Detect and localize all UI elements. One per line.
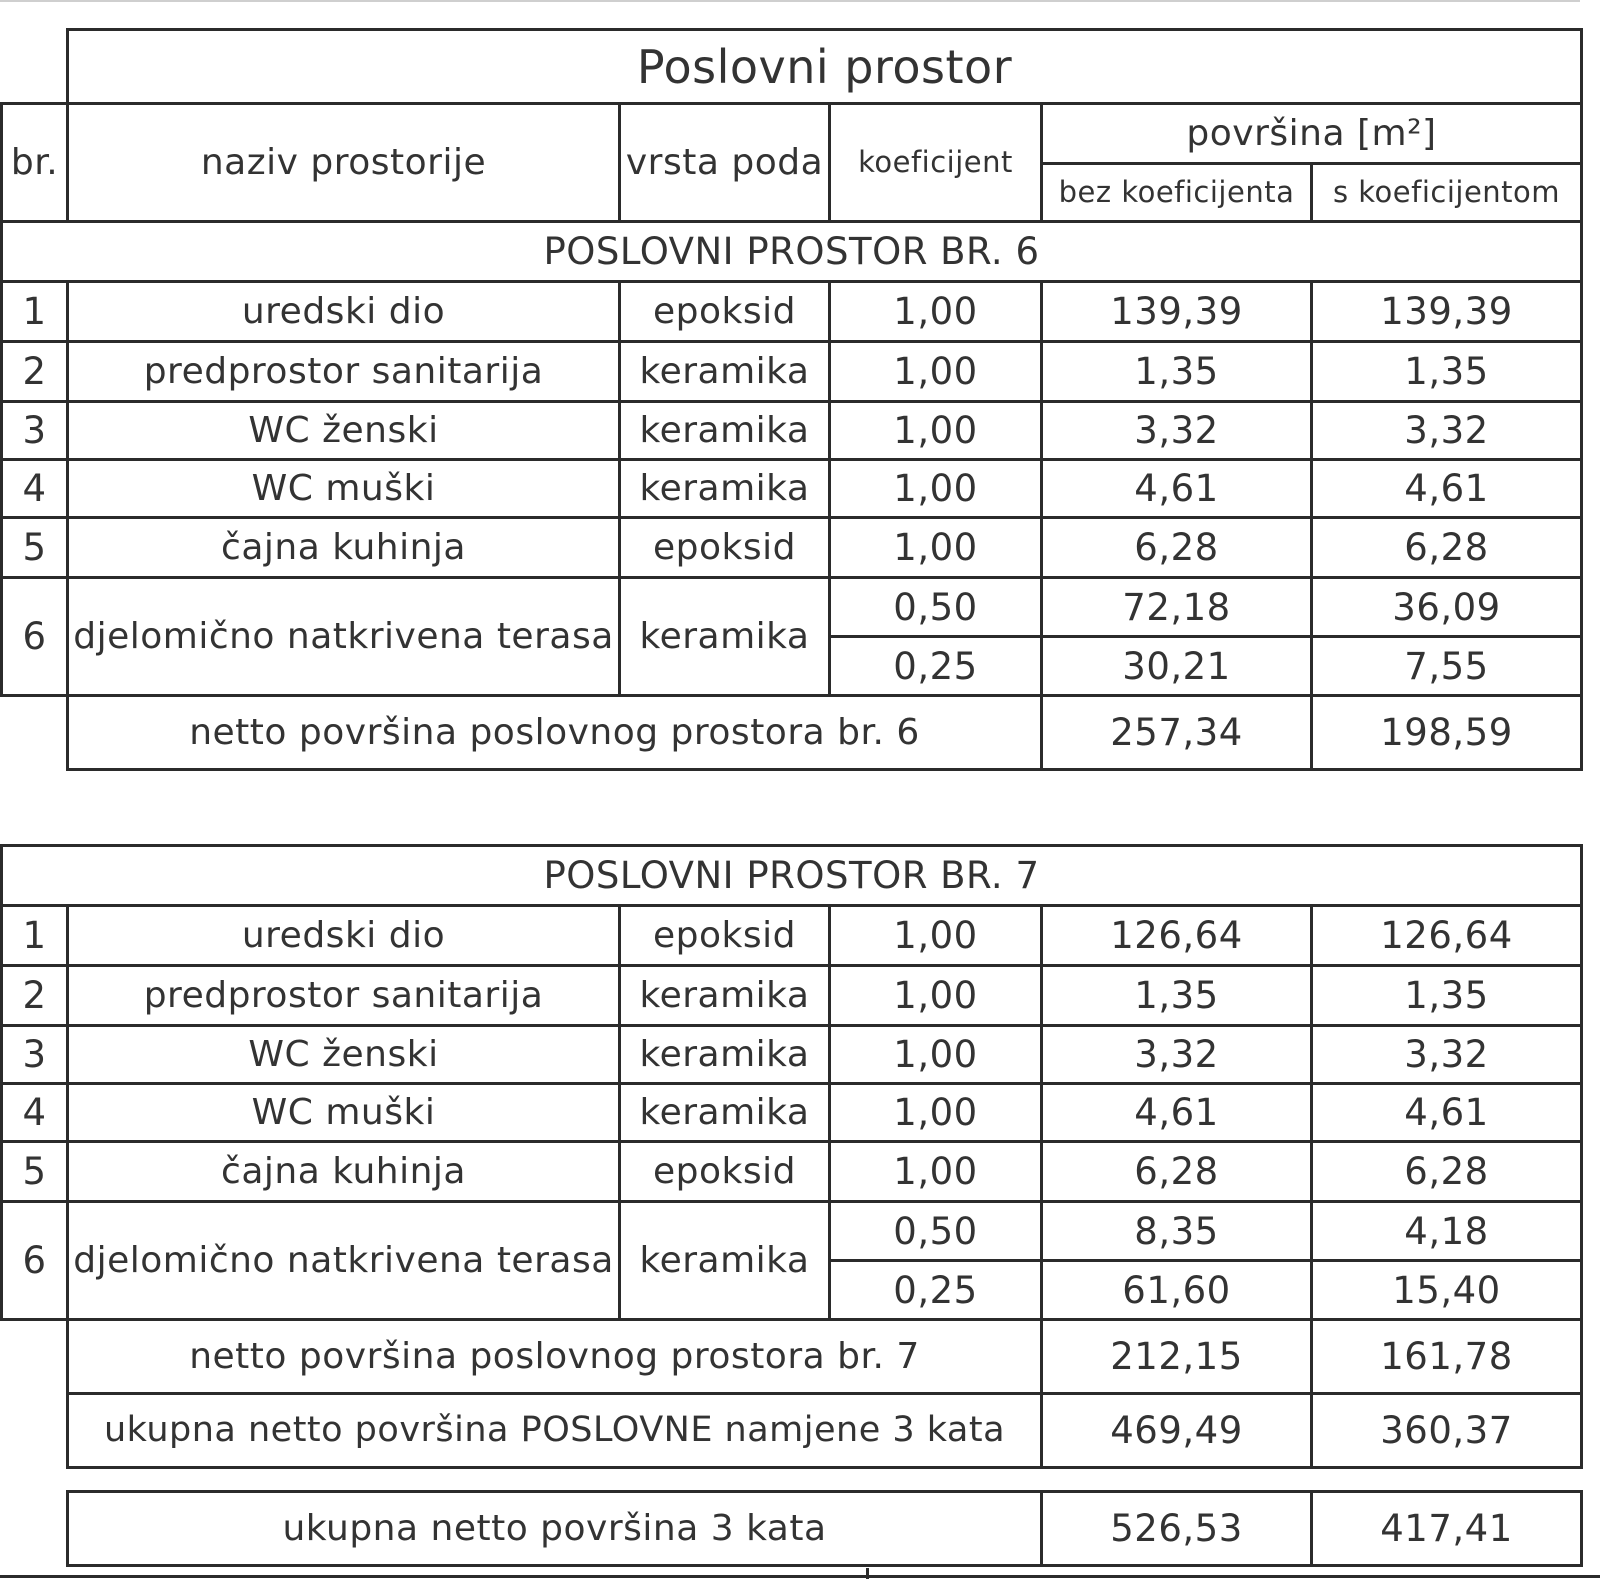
table-title: Poslovni prostor bbox=[66, 28, 1583, 105]
row-s-koeficijentom: 3,32 bbox=[1310, 400, 1583, 461]
split-bez-koeficijenta: 30,21 bbox=[1040, 635, 1313, 697]
row-vrsta: keramika bbox=[618, 964, 831, 1027]
row-s-koeficijentom: 4,61 bbox=[1310, 458, 1583, 519]
row-bez-koeficijenta: 3,32 bbox=[1040, 1024, 1313, 1085]
business-total-s: 360,37 bbox=[1310, 1392, 1583, 1469]
header-s-koeficijentom: s koeficijentom bbox=[1310, 162, 1583, 223]
row-vrsta: keramika bbox=[618, 458, 831, 519]
row-br: 5 bbox=[0, 516, 69, 579]
grand-total-bez: 526,53 bbox=[1040, 1490, 1313, 1567]
row-naziv: čajna kuhinja bbox=[66, 516, 621, 579]
split-s-koeficijentom: 7,55 bbox=[1310, 635, 1583, 697]
split-bez-koeficijenta: 72,18 bbox=[1040, 576, 1313, 638]
header-povrsina: površina [m²] bbox=[1040, 102, 1583, 165]
row-s-koeficijentom: 3,32 bbox=[1310, 1024, 1583, 1085]
row-bez-koeficijenta: 3,32 bbox=[1040, 400, 1313, 461]
row-br: 4 bbox=[0, 1082, 69, 1143]
row-vrsta: keramika bbox=[618, 576, 831, 697]
split-bez-koeficijenta: 8,35 bbox=[1040, 1200, 1313, 1262]
row-naziv: čajna kuhinja bbox=[66, 1140, 621, 1203]
business-total-label: ukupna netto površina POSLOVNE namjene 3 kata bbox=[66, 1392, 1043, 1469]
row-naziv: WC ženski bbox=[66, 1024, 621, 1085]
row-vrsta: keramika bbox=[618, 1082, 831, 1143]
row-s-koeficijentom: 6,28 bbox=[1310, 1140, 1583, 1203]
row-bez-koeficijenta: 6,28 bbox=[1040, 1140, 1313, 1203]
row-br: 1 bbox=[0, 280, 69, 343]
row-koeficijent: 1,00 bbox=[828, 904, 1043, 967]
row-bez-koeficijenta: 4,61 bbox=[1040, 458, 1313, 519]
row-br: 2 bbox=[0, 340, 69, 403]
row-naziv: djelomično natkrivena terasa bbox=[66, 576, 621, 697]
row-br: 2 bbox=[0, 964, 69, 1027]
row-naziv: WC muški bbox=[66, 1082, 621, 1143]
row-vrsta: keramika bbox=[618, 1024, 831, 1085]
row-br: 1 bbox=[0, 904, 69, 967]
split-s-koeficijentom: 4,18 bbox=[1310, 1200, 1583, 1262]
row-vrsta: epoksid bbox=[618, 1140, 831, 1203]
row-br: 6 bbox=[0, 576, 69, 697]
row-s-koeficijentom: 126,64 bbox=[1310, 904, 1583, 967]
section-title: POSLOVNI PROSTOR BR. 7 bbox=[0, 844, 1583, 907]
grand-total-label: ukupna netto površina 3 kata bbox=[66, 1490, 1043, 1567]
section-total-bez: 257,34 bbox=[1040, 694, 1313, 771]
row-koeficijent: 1,00 bbox=[828, 1140, 1043, 1203]
row-koeficijent: 1,00 bbox=[828, 340, 1043, 403]
row-br: 3 bbox=[0, 1024, 69, 1085]
row-koeficijent: 1,00 bbox=[828, 1082, 1043, 1143]
row-naziv: predprostor sanitarija bbox=[66, 340, 621, 403]
row-naziv: uredski dio bbox=[66, 904, 621, 967]
split-s-koeficijentom: 15,40 bbox=[1310, 1259, 1583, 1321]
grand-total-s: 417,41 bbox=[1310, 1490, 1583, 1567]
row-naziv: djelomično natkrivena terasa bbox=[66, 1200, 621, 1321]
row-s-koeficijentom: 1,35 bbox=[1310, 340, 1583, 403]
row-koeficijent: 1,00 bbox=[828, 400, 1043, 461]
row-koeficijent: 1,00 bbox=[828, 964, 1043, 1027]
split-bez-koeficijenta: 61,60 bbox=[1040, 1259, 1313, 1321]
row-s-koeficijentom: 6,28 bbox=[1310, 516, 1583, 579]
split-koeficijent: 0,25 bbox=[828, 635, 1043, 697]
bottom-rule bbox=[0, 1575, 1600, 1578]
section-total-s: 161,78 bbox=[1310, 1318, 1583, 1395]
header-br: br. bbox=[0, 102, 69, 223]
row-br: 4 bbox=[0, 458, 69, 519]
row-bez-koeficijenta: 1,35 bbox=[1040, 964, 1313, 1027]
row-naziv: WC ženski bbox=[66, 400, 621, 461]
business-total-bez: 469,49 bbox=[1040, 1392, 1313, 1469]
row-naziv: WC muški bbox=[66, 458, 621, 519]
row-br: 6 bbox=[0, 1200, 69, 1321]
header-vrsta: vrsta poda bbox=[618, 102, 831, 223]
row-br: 3 bbox=[0, 400, 69, 461]
header-bez-koeficijenta: bez koeficijenta bbox=[1040, 162, 1313, 223]
section-title: POSLOVNI PROSTOR BR. 6 bbox=[0, 220, 1583, 283]
row-vrsta: epoksid bbox=[618, 516, 831, 579]
row-vrsta: keramika bbox=[618, 1200, 831, 1321]
row-koeficijent: 1,00 bbox=[828, 1024, 1043, 1085]
row-bez-koeficijenta: 4,61 bbox=[1040, 1082, 1313, 1143]
row-vrsta: epoksid bbox=[618, 904, 831, 967]
bottom-tick bbox=[866, 1568, 869, 1579]
row-s-koeficijentom: 139,39 bbox=[1310, 280, 1583, 343]
row-koeficijent: 1,00 bbox=[828, 280, 1043, 343]
header-naziv: naziv prostorije bbox=[66, 102, 621, 223]
header-koeficijent: koeficijent bbox=[828, 102, 1043, 223]
row-koeficijent: 1,00 bbox=[828, 458, 1043, 519]
row-naziv: uredski dio bbox=[66, 280, 621, 343]
row-bez-koeficijenta: 1,35 bbox=[1040, 340, 1313, 403]
row-s-koeficijentom: 4,61 bbox=[1310, 1082, 1583, 1143]
row-br: 5 bbox=[0, 1140, 69, 1203]
row-bez-koeficijenta: 139,39 bbox=[1040, 280, 1313, 343]
row-vrsta: epoksid bbox=[618, 280, 831, 343]
row-vrsta: keramika bbox=[618, 340, 831, 403]
section-total-label: netto površina poslovnog prostora br. 6 bbox=[66, 694, 1043, 771]
split-koeficijent: 0,50 bbox=[828, 1200, 1043, 1262]
section-total-s: 198,59 bbox=[1310, 694, 1583, 771]
row-bez-koeficijenta: 6,28 bbox=[1040, 516, 1313, 579]
row-koeficijent: 1,00 bbox=[828, 516, 1043, 579]
split-s-koeficijentom: 36,09 bbox=[1310, 576, 1583, 638]
section-total-bez: 212,15 bbox=[1040, 1318, 1313, 1395]
row-s-koeficijentom: 1,35 bbox=[1310, 964, 1583, 1027]
row-vrsta: keramika bbox=[618, 400, 831, 461]
row-naziv: predprostor sanitarija bbox=[66, 964, 621, 1027]
section-total-label: netto površina poslovnog prostora br. 7 bbox=[66, 1318, 1043, 1395]
split-koeficijent: 0,50 bbox=[828, 576, 1043, 638]
top-rule bbox=[0, 0, 1580, 2]
row-bez-koeficijenta: 126,64 bbox=[1040, 904, 1313, 967]
split-koeficijent: 0,25 bbox=[828, 1259, 1043, 1321]
